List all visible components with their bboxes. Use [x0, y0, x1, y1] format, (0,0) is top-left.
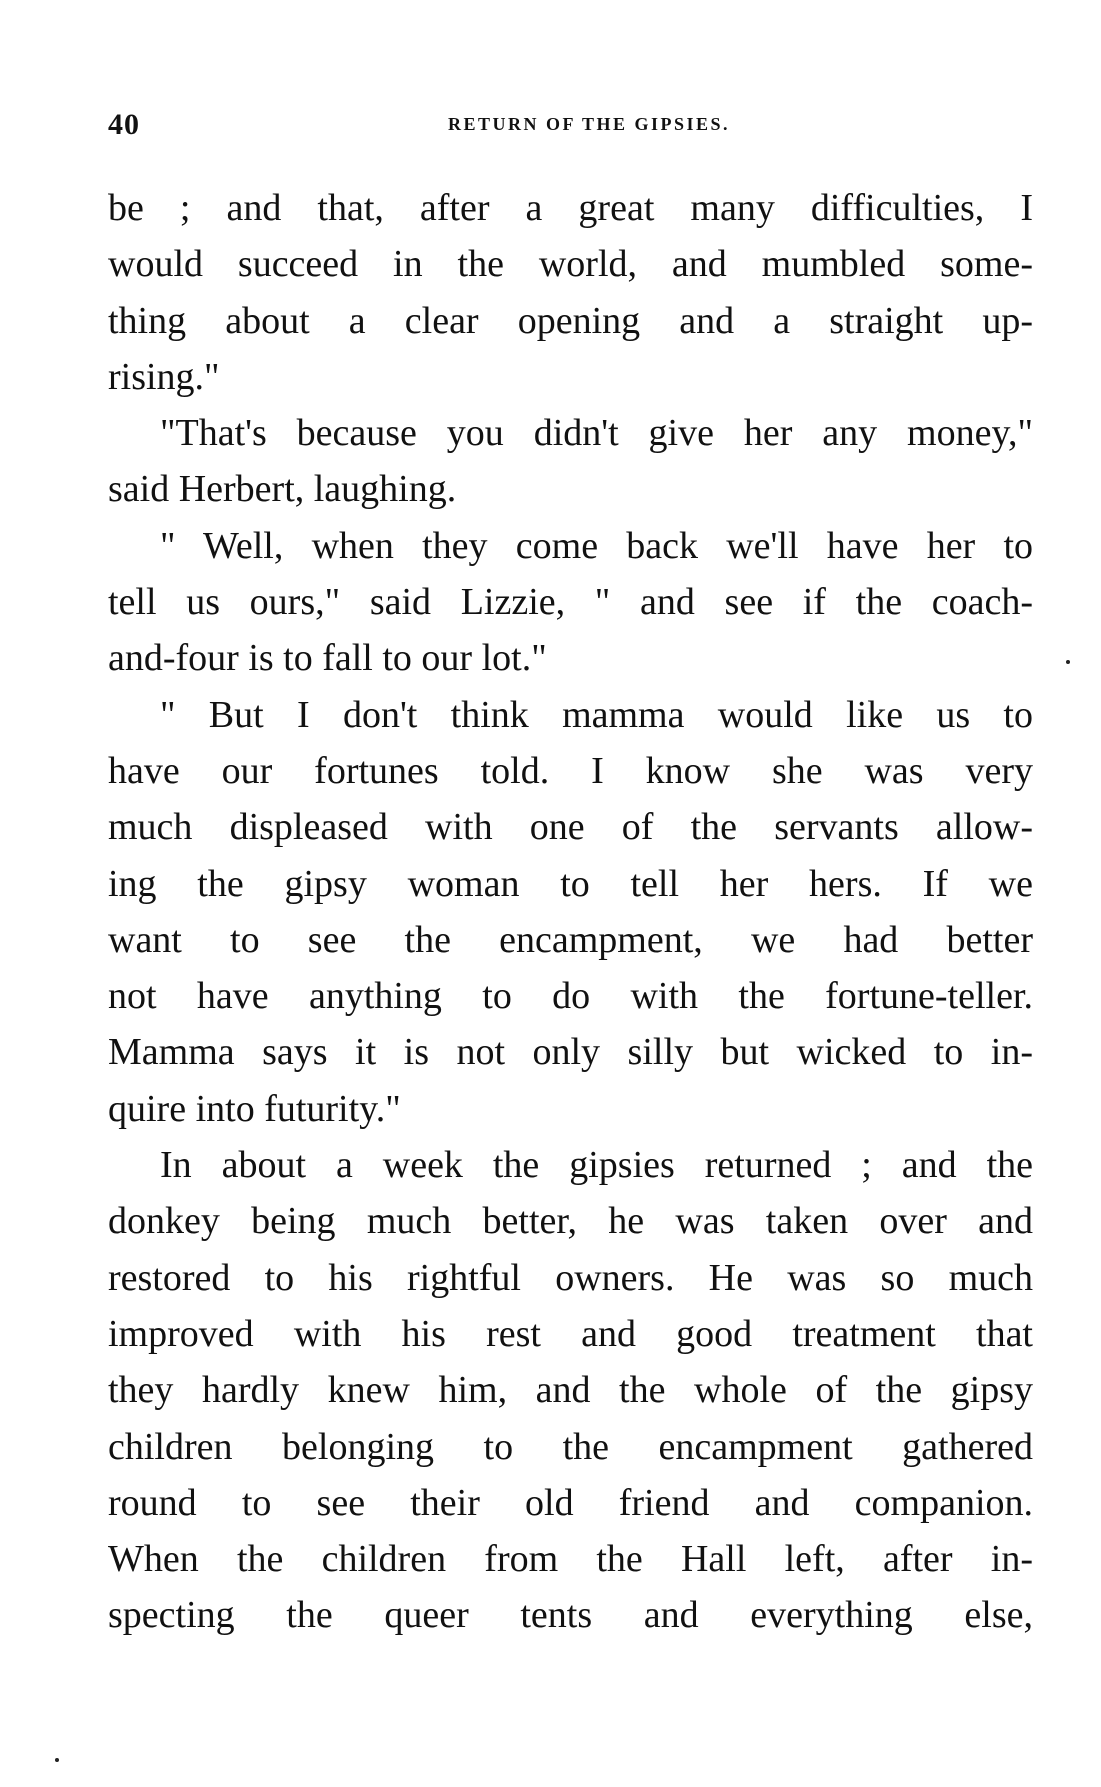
text-line: much displeased with one of the servants allow-	[108, 806, 1033, 849]
text-line: "That's because you didn't give her any money,"	[160, 412, 1033, 455]
print-speck	[1066, 660, 1070, 664]
text-line: " But I don't think mamma would like us to	[160, 693, 1033, 736]
text-line: tell us ours," said Lizzie, " and see if the coach-	[108, 581, 1033, 624]
text-line: round to see their old friend and companion.	[108, 1481, 1033, 1524]
text-line: Mamma says it is not only silly but wicked to in-	[108, 1031, 1033, 1074]
text-line: restored to his rightful owners. He was so much	[108, 1256, 1033, 1299]
text-line: want to see the encampment, we had better	[108, 918, 1033, 961]
page-number: 40	[108, 108, 140, 141]
text-line: " Well, when they come back we'll have her to	[160, 524, 1033, 567]
running-head	[108, 108, 1030, 148]
text-line: they hardly knew him, and the whole of the gipsy	[108, 1369, 1033, 1412]
body-text	[108, 180, 1033, 1644]
text-line: quire into futurity."	[108, 1087, 401, 1130]
text-line: would succeed in the world, and mumbled some-	[108, 243, 1033, 286]
text-line: specting the queer tents and everything else,	[108, 1594, 1033, 1637]
text-line: said Herbert, laughing.	[108, 468, 457, 511]
text-line: children belonging to the encampment gathered	[108, 1425, 1033, 1468]
text-line: When the children from the Hall left, after in-	[108, 1538, 1033, 1581]
text-line: improved with his rest and good treatment that	[108, 1312, 1033, 1355]
text-line: rising."	[108, 355, 220, 398]
text-line: have our fortunes told. I know she was very	[108, 749, 1033, 792]
text-line: not have anything to do with the fortune-teller.	[108, 975, 1033, 1018]
text-line: In about a week the gipsies returned ; and the	[160, 1144, 1033, 1187]
print-speck	[55, 1758, 59, 1762]
text-line: donkey being much better, he was taken over and	[108, 1200, 1033, 1243]
text-line: be ; and that, after a great many difficulties, I	[108, 187, 1033, 229]
text-line: ing the gipsy woman to tell her hers. If we	[108, 862, 1033, 905]
text-line: and-four is to fall to our lot."	[108, 637, 547, 680]
text-line: thing about a clear opening and a straight up-	[108, 299, 1033, 342]
running-title: RETURN OF THE GIPSIES.	[447, 114, 731, 134]
